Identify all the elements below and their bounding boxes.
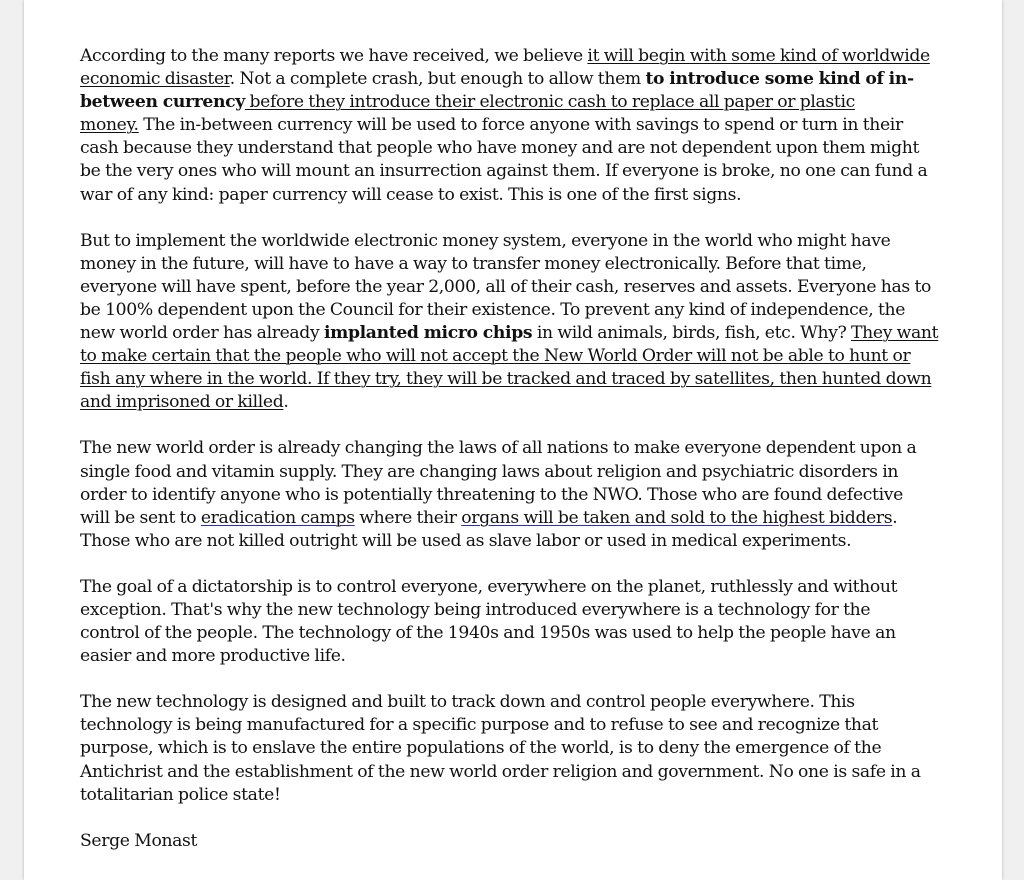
text-run: . Not a complete crash, but enough to allow them	[229, 69, 646, 90]
underlined-text: and imprisoned or killed	[80, 392, 284, 413]
text-run: in wild animals, birds, fish, etc. Why?	[532, 323, 852, 344]
document-body	[80, 45, 950, 876]
text-line	[80, 345, 950, 368]
underlined-text: fish any where in the world. If they try, they will be tracked and traced by satellites, then hunted down	[80, 369, 932, 390]
underlined-text: it will begin with some kind of worldwide	[587, 46, 930, 66]
signature: Serge Monast	[80, 830, 198, 851]
paragraph-1	[80, 45, 950, 207]
text-run: will be sent to	[80, 507, 201, 528]
blue-underlined-text: organs will be taken and sold to the highest bidders	[461, 507, 893, 528]
text-line: easier and more productive life.	[80, 646, 346, 667]
underlined-text: money.	[80, 115, 139, 136]
text-line: Antichrist and the establishment of the new world order religion and government. No one is safe in a	[80, 761, 921, 782]
underlined-text: to make certain that the people who will not accept the New World Order will not be able to hunt or	[80, 346, 911, 367]
paragraph-5	[80, 691, 950, 806]
text-line: The new technology is designed and built to track down and control people everywhere. This	[80, 692, 855, 713]
text-line: be 100% dependent upon the Council for their existence. To prevent any kind of independence, the	[80, 299, 906, 320]
bold-text: between currency	[80, 92, 245, 113]
text-line: control of the people. The technology of the 1940s and 1950s was used to help the people have an	[80, 623, 896, 644]
text-line: single food and vitamin supply. They are changing laws about religion and psychiatric disorders in	[80, 461, 899, 482]
underlined-text: economic disaster	[80, 69, 230, 90]
text-line	[80, 68, 950, 91]
underlined-text: before they introduce their electronic cash to replace all paper or plastic	[244, 92, 855, 113]
text-line: Those who are not killed outright will be used as slave labor or used in medical experiments.	[80, 530, 852, 551]
bold-text: implanted micro chips	[323, 323, 533, 344]
text-line: exception. That's why the new technology being introduced everywhere is a technology for the	[80, 599, 871, 620]
text-line: cash because they understand that people who have money and are not dependent upon them might	[80, 138, 920, 159]
text-line	[80, 391, 950, 414]
paragraph-4	[80, 576, 950, 668]
text-run: .	[892, 507, 898, 528]
text-line	[80, 322, 950, 345]
text-line: The new world order is already changing the laws of all nations to make everyone dependent upon a	[80, 438, 917, 459]
text-line: purpose, which is to enslave the entire populations of the world, is to deny the emergence of the	[80, 738, 882, 759]
bold-text: to introduce some kind of in-	[645, 69, 914, 90]
text-line	[80, 91, 950, 114]
text-line: order to identify anyone who is potentially threatening to the NWO. Those who are found defective	[80, 484, 903, 505]
text-run: The in-between currency will be used to force anyone with savings to spend or turn in their	[138, 115, 903, 136]
text-line	[80, 507, 950, 530]
text-line: The goal of a dictatorship is to control everyone, everywhere on the planet, ruthlessly and without	[80, 576, 898, 597]
text-line: But to implement the worldwide electronic money system, everyone in the world who might have	[80, 230, 891, 251]
text-run: new world order has already	[80, 323, 324, 344]
blue-underlined-text: eradication camps	[200, 507, 355, 528]
text-line: money in the future, will have to have a way to transfer money electronically. Before that time,	[80, 253, 867, 274]
text-line	[80, 368, 950, 391]
text-line: technology is being manufactured for a specific purpose and to refuse to see and recognize that	[80, 715, 879, 736]
paragraph-2	[80, 230, 950, 415]
text-line: be the very ones who will mount an insurrection against them. If everyone is broke, no one can fund a	[80, 161, 928, 182]
text-line	[80, 45, 950, 68]
text-line: war of any kind: paper currency will cease to exist. This is one of the first signs.	[80, 184, 742, 205]
text-line: totalitarian police state!	[80, 784, 281, 805]
text-line: everyone will have spent, before the year 2,000, all of their cash, reserves and assets. Everyone has to	[80, 276, 932, 297]
underlined-text: They want	[851, 323, 939, 344]
text-run: .	[283, 392, 289, 413]
text-line	[80, 114, 950, 137]
document-page	[24, 0, 1002, 880]
paragraph-3	[80, 437, 950, 552]
text-run: where their	[354, 507, 462, 528]
text-run: According to the many reports we have received, we believe	[80, 46, 588, 66]
